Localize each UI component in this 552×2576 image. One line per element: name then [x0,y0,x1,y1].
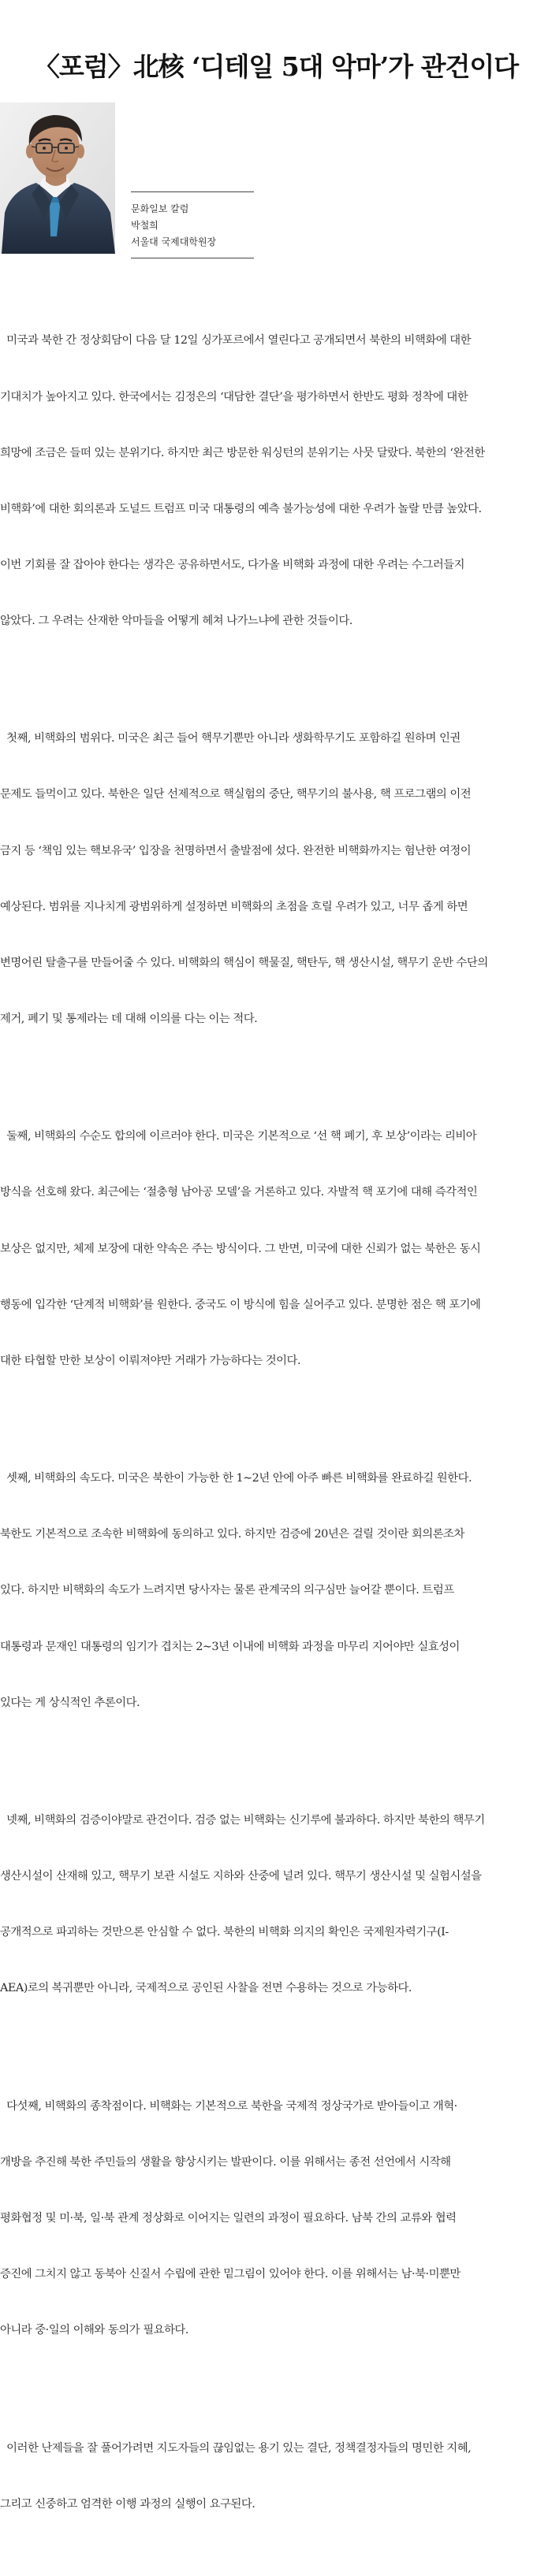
paragraph-line: 평화협정 및 미·북, 일·북 관계 정상화로 이어지는 일련의 과정이 필요하다. 남북 간의 교류와 협력 [0,2212,457,2225]
author-photo [0,102,115,254]
paragraph-line: 북한도 기본적으로 조속한 비핵화에 동의하고 있다. 하지만 검증에 20년은 걸릴 것이란 회의론조차 [0,1528,464,1541]
paragraph-line: 대통령과 문재인 대통령의 임기가 겹치는 2∼3년 이내에 비핵화 과정을 마무리 지어야만 실효성이 [0,1640,460,1653]
paragraph-line: 증진에 그치지 않고 동북아 신질서 수립에 관한 밑그림이 있어야 한다. 이를 위해서는 남·북·미뿐만 [0,2268,461,2281]
paragraph-line: 다섯째, 비핵화의 종착점이다. 비핵화는 기본적으로 북한을 국제적 정상국가로 받아들이고 개혁· [0,2099,457,2113]
paragraph-line: 비핵화’에 대한 회의론과 도널드 트럼프 미국 대통령의 예측 불가능성에 대한 우려가 놀랄 만큼 높았다. [0,502,482,515]
paragraph-4 [0,1433,552,1750]
paragraph-line: 기대치가 높아지고 있다. 한국에서는 김정은의 ‘대담한 결단’을 평가하면서 한반도 평화 정착에 대한 [0,390,468,403]
paragraph-line: 셋째, 비핵화의 속도다. 미국은 북한이 가능한 한 1∼2년 안에 아주 빠른 비핵화를 완료하길 원한다. [0,1472,472,1485]
paragraph-line: 희망에 조금은 들떠 있는 분위기다. 하지만 최근 방문한 워싱턴의 분위기는 사뭇 달랐다. 북한의 ‘완전한 [0,446,485,459]
paragraph-5 [0,1775,552,2036]
paragraph-line: 이번 기회를 잘 잡아야 한다는 생각은 공유하면서도, 다가올 비핵화 과정에 대한 우려는 수그러들지 [0,558,465,571]
paragraph-line: 미국과 북한 간 정상회담이 다음 달 12일 싱가포르에서 열린다고 공개되면서 북한의 비핵화에 대한 [0,334,472,348]
paragraph-line: 이러한 난제들을 잘 풀어가려면 지도자들의 끊임없는 용기 있는 결단, 정책결정자들의 명민한 지혜, [0,2441,472,2455]
paragraph-line: 대한 타협할 만한 보상이 이뤄져야만 거래가 가능하다는 것이다. [0,1354,301,1367]
author-portrait-image [0,102,115,254]
paragraph-line: 아니라 중·일의 이해와 동의가 필요하다. [0,2324,188,2337]
paragraph-line: 제거, 폐기 및 통제라는 데 대해 이의를 다는 이는 적다. [0,1012,258,1025]
paragraph-2 [0,693,552,1066]
paragraph-3 [0,1091,552,1408]
byline-title: 서울대 국제대학원장 [131,236,217,247]
paragraph-line: 둘째, 비핵화의 수순도 합의에 이르러야 한다. 미국은 기본적으로 ‘선 핵 폐기, 후 보상’이라는 리비아 [0,1130,477,1143]
byline [131,191,254,258]
paragraph-line: 있다. 하지만 비핵화의 속도가 느려지면 당사자는 물론 관계국의 의구심만 늘어갈 뿐이다. 트럼프 [0,1584,454,1597]
paragraph-line: 문제도 들먹이고 있다. 북한은 일단 선제적으로 핵실험의 중단, 핵무기의 불사용, 핵 프로그램의 이전 [0,788,472,801]
paragraph-line: AEA)로의 복귀뿐만 아니라, 국제적으로 공인된 사찰을 전면 수용하는 것으로 가능하다. [0,1982,412,1995]
paragraph-line: 공개적으로 파괴하는 것만으론 안심할 수 없다. 북한의 비핵화 의지의 확인은 국제원자력기구(I- [0,1926,449,1939]
paragraph-line: 개방을 추진해 북한 주민들의 생활을 향상시키는 발판이다. 이를 위해서는 종전 선언에서 시작해 [0,2155,451,2169]
paragraph-line: 넷째, 비핵화의 검증이야말로 관건이다. 검증 없는 비핵화는 신기루에 불과하다. 하지만 북한의 핵무기 [0,1814,485,1827]
paragraph-line: 있다는 게 상식적인 추론이다. [0,1696,140,1709]
paragraph-line: 보상은 없지만, 체제 보장에 대한 약속은 주는 방식이다. 그 반면, 미국에 대한 신뢰가 없는 북한은 동시 [0,1242,481,1255]
paragraph-line: 변명어린 탈출구를 만들어줄 수 있다. 비핵화의 핵심이 핵물질, 핵탄두, 핵 생산시설, 핵무기 운반 수단의 [0,956,488,969]
paragraph-1 [0,295,552,668]
paragraph-line: 첫째, 비핵화의 범위다. 미국은 최근 들어 핵무기뿐만 아니라 생화학무기도 포함하길 원하며 인권 [0,732,461,745]
paragraph-line: 예상된다. 범위를 지나치게 광범위하게 설정하면 비핵화의 초점을 흐릴 우려가 있고, 너무 좁게 하면 [0,900,468,913]
paragraph-line: 그리고 신중하고 엄격한 이행 과정의 실행이 요구된다. [0,2497,255,2511]
byline-author: 박철희 [131,220,159,231]
headline: 〈포럼〉北核 ‘디테일 5대 악마’가 관건이다 [33,51,519,83]
paragraph-6 [0,2060,552,2377]
paragraph-line: 않았다. 그 우려는 산재한 악마들을 어떻게 헤쳐 나가느냐에 관한 것들이다. [0,614,352,627]
paragraph-line: 행동에 입각한 ‘단계적 비핵화’를 원한다. 중국도 이 방식에 힘을 실어주고 있다. 분명한 점은 핵 포기에 [0,1298,481,1311]
paragraph-7 [0,2402,552,2552]
paragraph-line: 금지 등 ‘책임 있는 핵보유국’ 입장을 천명하면서 출발점에 섰다. 완전한 비핵화까지는 험난한 여정이 [0,844,472,857]
paragraph-line: 생산시설이 산재해 있고, 핵무기 보관 시설도 지하와 산중에 널려 있다. 핵무기 생산시설 및 실험시설을 [0,1870,482,1883]
byline-text [131,192,254,258]
article-body [0,295,552,2576]
paragraph-line: 방식을 선호해 왔다. 최근에는 ‘절충형 남아공 모델’을 거론하고 있다. 자발적 핵 포기에 대해 즉각적인 [0,1186,478,1199]
byline-publication: 문화일보 칼럼 [131,203,189,214]
